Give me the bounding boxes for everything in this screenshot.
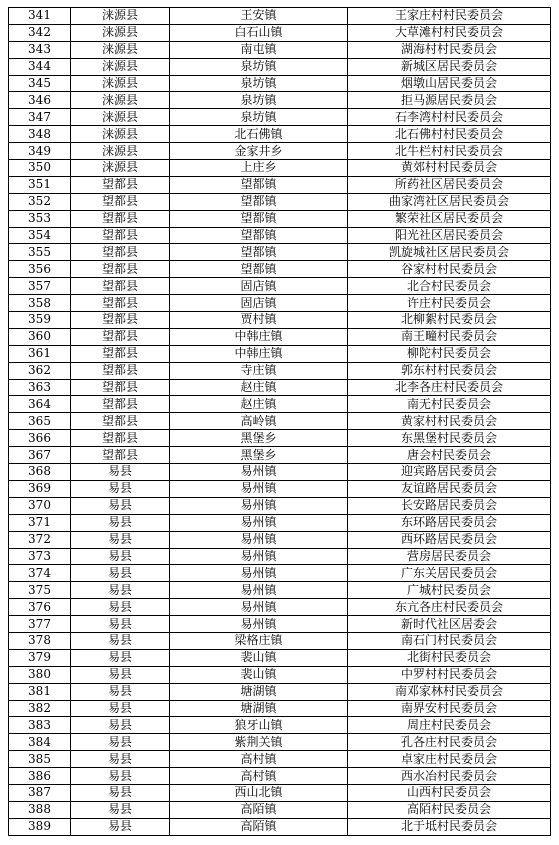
table-row [9, 278, 551, 295]
county-cell: 望都县 [71, 396, 170, 413]
committee-cell: 北合村民委员会 [348, 278, 551, 295]
town-cell: 高岭镇 [170, 413, 348, 430]
row-number-cell: 371 [9, 514, 71, 531]
table-row [9, 548, 551, 565]
table-row [9, 616, 551, 633]
county-cell: 易县 [71, 801, 170, 818]
row-number-cell: 363 [9, 379, 71, 396]
row-number-cell: 347 [9, 109, 71, 126]
table-row [9, 599, 551, 616]
county-cell: 易县 [71, 632, 170, 649]
row-number-cell: 388 [9, 801, 71, 818]
county-cell: 易县 [71, 548, 170, 565]
county-cell: 易县 [71, 531, 170, 548]
row-number-cell: 378 [9, 632, 71, 649]
committee-cell: 西水冶村民委员会 [348, 768, 551, 785]
committee-list-table [8, 7, 551, 836]
county-cell: 望都县 [71, 227, 170, 244]
committee-cell: 长安路居民委员会 [348, 497, 551, 514]
row-number-cell: 352 [9, 193, 71, 210]
county-cell: 易县 [71, 734, 170, 751]
row-number-cell: 376 [9, 599, 71, 616]
county-cell: 易县 [71, 683, 170, 700]
county-cell: 望都县 [71, 278, 170, 295]
town-cell: 望都镇 [170, 227, 348, 244]
row-number-cell: 369 [9, 480, 71, 497]
committee-cell: 新时代社区居委会 [348, 616, 551, 633]
row-number-cell: 383 [9, 717, 71, 734]
row-number-cell: 344 [9, 58, 71, 75]
committee-cell: 北街村民委员会 [348, 649, 551, 666]
town-cell: 裴山镇 [170, 666, 348, 683]
town-cell: 白石山镇 [170, 24, 348, 41]
county-cell: 易县 [71, 616, 170, 633]
table-row [9, 379, 551, 396]
town-cell: 裴山镇 [170, 649, 348, 666]
town-cell: 望都镇 [170, 210, 348, 227]
committee-cell: 孔各庄村民委员会 [348, 734, 551, 751]
table-row [9, 41, 551, 58]
town-cell: 贾村镇 [170, 312, 348, 329]
county-cell: 易县 [71, 582, 170, 599]
table-body [9, 8, 551, 836]
county-cell: 易县 [71, 818, 170, 835]
row-number-cell: 381 [9, 683, 71, 700]
county-cell: 易县 [71, 666, 170, 683]
table-row [9, 565, 551, 582]
town-cell: 寺庄镇 [170, 362, 348, 379]
table-row [9, 818, 551, 835]
table-row [9, 160, 551, 177]
county-cell: 涞源县 [71, 126, 170, 143]
county-cell: 易县 [71, 480, 170, 497]
table-row [9, 683, 551, 700]
town-cell: 赵庄镇 [170, 379, 348, 396]
county-cell: 涞源县 [71, 143, 170, 160]
row-number-cell: 345 [9, 75, 71, 92]
row-number-cell: 385 [9, 751, 71, 768]
table-row [9, 734, 551, 751]
table-row [9, 312, 551, 329]
row-number-cell: 356 [9, 261, 71, 278]
table-row [9, 109, 551, 126]
table-row [9, 464, 551, 481]
county-cell: 望都县 [71, 312, 170, 329]
row-number-cell: 384 [9, 734, 71, 751]
committee-cell: 南无村民委员会 [348, 396, 551, 413]
row-number-cell: 365 [9, 413, 71, 430]
row-number-cell: 353 [9, 210, 71, 227]
town-cell: 易州镇 [170, 548, 348, 565]
county-cell: 易县 [71, 599, 170, 616]
county-cell: 易县 [71, 751, 170, 768]
committee-cell: 许庄村民委员会 [348, 295, 551, 312]
row-number-cell: 348 [9, 126, 71, 143]
county-cell: 易县 [71, 497, 170, 514]
committee-cell: 南界安村民委员会 [348, 700, 551, 717]
row-number-cell: 361 [9, 345, 71, 362]
committee-cell: 拒马源居民委员会 [348, 92, 551, 109]
table-row [9, 58, 551, 75]
county-cell: 易县 [71, 514, 170, 531]
county-cell: 望都县 [71, 176, 170, 193]
committee-cell: 北石佛村村民委员会 [348, 126, 551, 143]
table-row [9, 768, 551, 785]
committee-cell: 西环路居民委员会 [348, 531, 551, 548]
county-cell: 望都县 [71, 295, 170, 312]
table-row [9, 751, 551, 768]
table-row [9, 176, 551, 193]
table-row [9, 362, 551, 379]
committee-cell: 黄郊村村民委员会 [348, 160, 551, 177]
committee-cell: 北李各庄村民委员会 [348, 379, 551, 396]
table-row [9, 345, 551, 362]
row-number-cell: 342 [9, 24, 71, 41]
row-number-cell: 387 [9, 784, 71, 801]
row-number-cell: 379 [9, 649, 71, 666]
table-row [9, 210, 551, 227]
town-cell: 易州镇 [170, 464, 348, 481]
town-cell: 北石佛镇 [170, 126, 348, 143]
committee-cell: 广东关居民委员会 [348, 565, 551, 582]
county-cell: 易县 [71, 717, 170, 734]
committee-cell: 中罗村村民委员会 [348, 666, 551, 683]
town-cell: 王安镇 [170, 8, 348, 25]
committee-cell: 南邓家林村民委员会 [348, 683, 551, 700]
table-row [9, 261, 551, 278]
county-cell: 涞源县 [71, 8, 170, 25]
table-row [9, 649, 551, 666]
row-number-cell: 346 [9, 92, 71, 109]
row-number-cell: 368 [9, 464, 71, 481]
committee-cell: 繁荣社区居民委员会 [348, 210, 551, 227]
town-cell: 赵庄镇 [170, 396, 348, 413]
town-cell: 泉坊镇 [170, 75, 348, 92]
town-cell: 塘湖镇 [170, 683, 348, 700]
committee-cell: 郭东村村民委员会 [348, 362, 551, 379]
row-number-cell: 370 [9, 497, 71, 514]
row-number-cell: 357 [9, 278, 71, 295]
town-cell: 易州镇 [170, 497, 348, 514]
town-cell: 中韩庄镇 [170, 328, 348, 345]
town-cell: 望都镇 [170, 193, 348, 210]
committee-cell: 阳光社区居民委员会 [348, 227, 551, 244]
committee-cell: 南石门村民委员会 [348, 632, 551, 649]
row-number-cell: 354 [9, 227, 71, 244]
table-row [9, 126, 551, 143]
county-cell: 望都县 [71, 447, 170, 464]
town-cell: 高陌镇 [170, 801, 348, 818]
town-cell: 狼牙山镇 [170, 717, 348, 734]
town-cell: 泉坊镇 [170, 92, 348, 109]
committee-cell: 东环路居民委员会 [348, 514, 551, 531]
town-cell: 固店镇 [170, 295, 348, 312]
table-row [9, 227, 551, 244]
county-cell: 易县 [71, 700, 170, 717]
county-cell: 望都县 [71, 345, 170, 362]
committee-cell: 新城区居民委员会 [348, 58, 551, 75]
row-number-cell: 358 [9, 295, 71, 312]
county-cell: 涞源县 [71, 41, 170, 58]
table-row [9, 632, 551, 649]
committee-cell: 东亢各庄村民委员会 [348, 599, 551, 616]
town-cell: 望都镇 [170, 176, 348, 193]
row-number-cell: 386 [9, 768, 71, 785]
town-cell: 黑堡乡 [170, 430, 348, 447]
committee-cell: 广城村民委员会 [348, 582, 551, 599]
committee-cell: 所药社区居民委员会 [348, 176, 551, 193]
row-number-cell: 367 [9, 447, 71, 464]
committee-cell: 友谊路居民委员会 [348, 480, 551, 497]
row-number-cell: 359 [9, 312, 71, 329]
row-number-cell: 372 [9, 531, 71, 548]
row-number-cell: 349 [9, 143, 71, 160]
row-number-cell: 373 [9, 548, 71, 565]
county-cell: 望都县 [71, 244, 170, 261]
county-cell: 望都县 [71, 193, 170, 210]
county-cell: 易县 [71, 565, 170, 582]
table-row [9, 514, 551, 531]
town-cell: 易州镇 [170, 480, 348, 497]
committee-cell: 曲家湾社区居民委员会 [348, 193, 551, 210]
table-row [9, 24, 551, 41]
town-cell: 望都镇 [170, 244, 348, 261]
county-cell: 望都县 [71, 328, 170, 345]
committee-cell: 黄家村村民委员会 [348, 413, 551, 430]
committee-cell: 周庄村民委员会 [348, 717, 551, 734]
committee-cell: 大草滩村村民委员会 [348, 24, 551, 41]
table-row [9, 447, 551, 464]
committee-cell: 凯旋城社区居民委员会 [348, 244, 551, 261]
committee-cell: 谷家村村民委员会 [348, 261, 551, 278]
town-cell: 易州镇 [170, 531, 348, 548]
town-cell: 易州镇 [170, 582, 348, 599]
table-row [9, 8, 551, 25]
town-cell: 泉坊镇 [170, 109, 348, 126]
county-cell: 易县 [71, 649, 170, 666]
committee-cell: 柳陀村民委员会 [348, 345, 551, 362]
town-cell: 黑堡乡 [170, 447, 348, 464]
row-number-cell: 351 [9, 176, 71, 193]
committee-cell: 高陌村民委员会 [348, 801, 551, 818]
committee-cell: 石李湾村村民委员会 [348, 109, 551, 126]
table-row [9, 497, 551, 514]
table-row [9, 413, 551, 430]
row-number-cell: 364 [9, 396, 71, 413]
row-number-cell: 389 [9, 818, 71, 835]
town-cell: 易州镇 [170, 565, 348, 582]
table-row [9, 717, 551, 734]
town-cell: 紫荆关镇 [170, 734, 348, 751]
row-number-cell: 362 [9, 362, 71, 379]
table-row [9, 700, 551, 717]
table-row [9, 92, 551, 109]
county-cell: 涞源县 [71, 75, 170, 92]
committee-cell: 北柳絮村民委员会 [348, 312, 551, 329]
county-cell: 涞源县 [71, 160, 170, 177]
county-cell: 望都县 [71, 261, 170, 278]
committee-cell: 北牛栏村村民委员会 [348, 143, 551, 160]
town-cell: 梁格庄镇 [170, 632, 348, 649]
town-cell: 中韩庄镇 [170, 345, 348, 362]
town-cell: 望都镇 [170, 261, 348, 278]
town-cell: 塘湖镇 [170, 700, 348, 717]
table-row [9, 396, 551, 413]
town-cell: 易州镇 [170, 616, 348, 633]
town-cell: 泉坊镇 [170, 58, 348, 75]
county-cell: 涞源县 [71, 109, 170, 126]
committee-cell: 南王疃村民委员会 [348, 328, 551, 345]
town-cell: 固店镇 [170, 278, 348, 295]
table-row [9, 480, 551, 497]
committee-cell: 湖海村村民委员会 [348, 41, 551, 58]
committee-cell: 营房居民委员会 [348, 548, 551, 565]
committee-cell: 卓家庄村民委员会 [348, 751, 551, 768]
table-row [9, 295, 551, 312]
row-number-cell: 380 [9, 666, 71, 683]
row-number-cell: 355 [9, 244, 71, 261]
county-cell: 望都县 [71, 362, 170, 379]
table-row [9, 582, 551, 599]
town-cell: 易州镇 [170, 514, 348, 531]
town-cell: 上庄乡 [170, 160, 348, 177]
committee-cell: 唐会村民委员会 [348, 447, 551, 464]
county-cell: 望都县 [71, 430, 170, 447]
town-cell: 西山北镇 [170, 784, 348, 801]
committee-cell: 烟墩山居民委员会 [348, 75, 551, 92]
county-cell: 易县 [71, 768, 170, 785]
county-cell: 涞源县 [71, 92, 170, 109]
town-cell: 高村镇 [170, 751, 348, 768]
table-row [9, 244, 551, 261]
committee-cell: 王家庄村村民委员会 [348, 8, 551, 25]
county-cell: 易县 [71, 464, 170, 481]
row-number-cell: 366 [9, 430, 71, 447]
town-cell: 南屯镇 [170, 41, 348, 58]
county-cell: 易县 [71, 784, 170, 801]
table-row [9, 801, 551, 818]
committee-cell: 山西村民委员会 [348, 784, 551, 801]
table-row [9, 531, 551, 548]
table-row [9, 784, 551, 801]
row-number-cell: 343 [9, 41, 71, 58]
committee-cell: 北于坻村民委员会 [348, 818, 551, 835]
table-row [9, 75, 551, 92]
county-cell: 涞源县 [71, 58, 170, 75]
town-cell: 高村镇 [170, 768, 348, 785]
row-number-cell: 374 [9, 565, 71, 582]
county-cell: 涞源县 [71, 24, 170, 41]
row-number-cell: 360 [9, 328, 71, 345]
table-row [9, 193, 551, 210]
table-row [9, 328, 551, 345]
town-cell: 高陌镇 [170, 818, 348, 835]
county-cell: 望都县 [71, 379, 170, 396]
row-number-cell: 350 [9, 160, 71, 177]
committee-cell: 东黑堡村民委员会 [348, 430, 551, 447]
table-row [9, 430, 551, 447]
county-cell: 望都县 [71, 210, 170, 227]
town-cell: 易州镇 [170, 599, 348, 616]
table-row [9, 143, 551, 160]
county-cell: 望都县 [71, 413, 170, 430]
town-cell: 金家井乡 [170, 143, 348, 160]
row-number-cell: 341 [9, 8, 71, 25]
table-row [9, 666, 551, 683]
row-number-cell: 375 [9, 582, 71, 599]
row-number-cell: 382 [9, 700, 71, 717]
row-number-cell: 377 [9, 616, 71, 633]
committee-cell: 迎宾路居民委员会 [348, 464, 551, 481]
